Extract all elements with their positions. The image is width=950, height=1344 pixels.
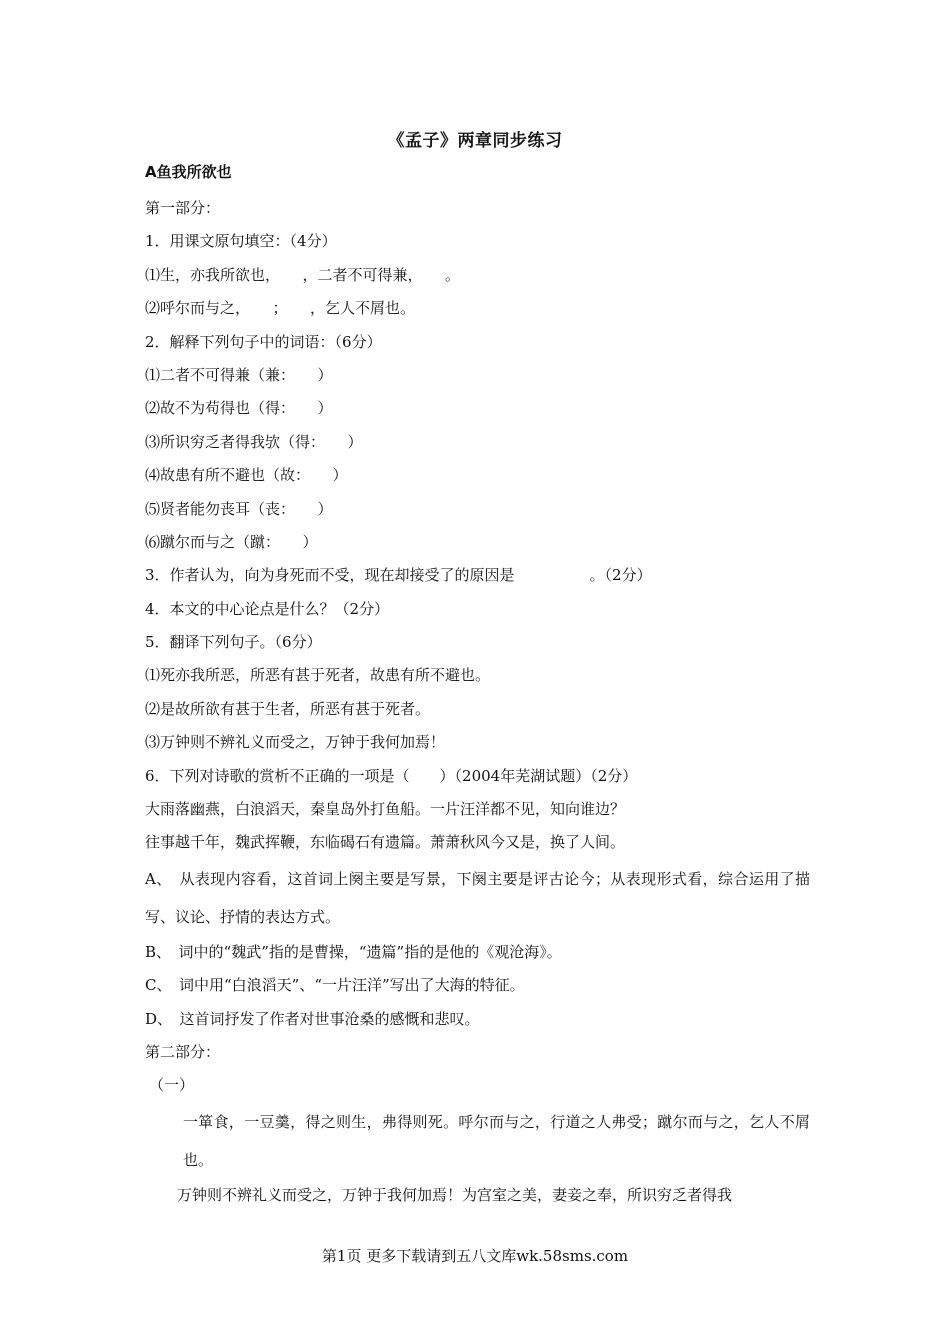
- page-footer: 第1页 更多下载请到五八文库wk.58sms.com: [321, 1247, 629, 1265]
- question-3: 3．作者认为，向为身死而不受，现在却接受了的原因是 。（2分）: [145, 566, 652, 585]
- question-2-item-2: ⑵故不为苟得也（得： ）: [145, 399, 333, 418]
- passage-label: （一）: [149, 1076, 195, 1095]
- passage-paragraph-1: 一箪食，一豆羹，得之则生，弗得则死。呼尔而与之，行道之人弗受；蹴尔而与之，乞人不屑也。: [183, 1112, 810, 1169]
- question-1: 1．用课文原句填空：（4分）: [145, 232, 337, 251]
- question-2-item-1: ⑴二者不可得兼（兼： ）: [145, 365, 333, 384]
- question-2: 2．解释下列句子中的词语：（6分）: [145, 332, 382, 351]
- option-d: D、 这首词抒发了作者对世事沧桑的感慨和悲叹。: [145, 1009, 480, 1028]
- option-a: A、 从表现内容看，这首词上阕主要是写景，下阕主要是评古论今；从表现形式看，综合运用了描写、议论、抒情的表达方式。: [145, 869, 810, 926]
- document-body: [145, 192, 810, 1212]
- question-1-item-2: ⑵呼尔而与之， ； ，乞人不屑也。: [145, 299, 416, 318]
- option-b: B、 词中的“魏武”指的是曹操，“遗篇”指的是他的《观沧海》。: [145, 942, 562, 961]
- question-5-item-3: ⑶万钟则不辨礼义而受之，万钟于我何加焉！: [145, 733, 446, 752]
- question-2-item-3: ⑶所识穷乏者得我欤（得： ）: [145, 432, 363, 451]
- poem-line-2: 往事越千年，魏武挥鞭，东临碣石有遗篇。萧萧秋风今又是，换了人间。: [145, 833, 626, 852]
- question-2-item-4: ⑷故患有所不避也（故： ）: [145, 466, 348, 485]
- question-5: 5．翻译下列句子。（6分）: [145, 633, 322, 652]
- document-title: 《孟子》两章同步练习: [387, 131, 563, 151]
- question-4: 4．本文的中心论点是什么？（2分）: [145, 599, 390, 618]
- option-c: C、 词中用“白浪滔天”、“一片汪洋”写出了大海的特征。: [145, 976, 525, 995]
- question-2-item-5: ⑸贤者能勿丧耳（丧： ）: [145, 499, 333, 518]
- question-5-item-2: ⑵是故所欲有甚于生者，所恶有甚于死者。: [145, 699, 431, 718]
- part-two-label: 第二部分：: [145, 1042, 221, 1061]
- question-6: 6．下列对诗歌的赏析不正确的一项是（ ）（2004年芜湖试题）（2分）: [145, 766, 638, 785]
- part-one-label: 第一部分：: [145, 199, 221, 217]
- question-5-item-1: ⑴死亦我所恶，所恶有甚于死者，故患有所不避也。: [145, 666, 491, 685]
- question-1-item-1: ⑴生，亦我所欲也， ，二者不可得兼， 。: [145, 265, 461, 284]
- poem-line-1: 大雨落幽燕，白浪滔天，秦皇岛外打鱼船。一片汪洋都不见，知向谁边？: [145, 800, 626, 819]
- section-heading: A鱼我所欲也: [145, 163, 232, 181]
- passage-paragraph-2: 万钟则不辨礼义而受之，万钟于我何加焉！为宫室之美，妻妾之奉，所识穷乏者得我: [177, 1185, 733, 1204]
- question-2-item-6: ⑹蹴尔而与之（蹴： ）: [145, 532, 318, 551]
